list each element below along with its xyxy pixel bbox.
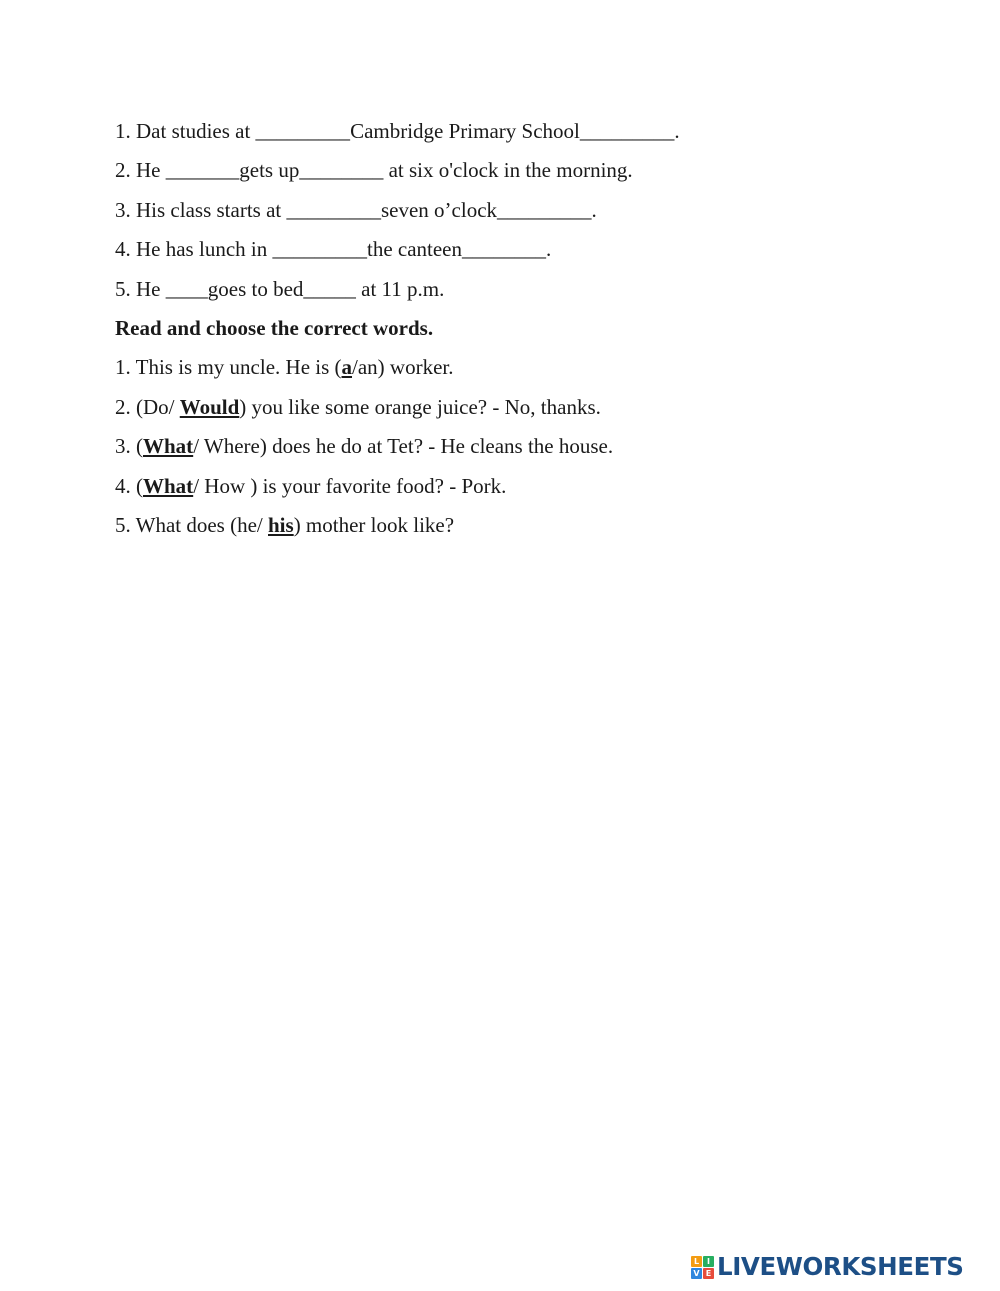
logo-mark-letter: E <box>703 1268 714 1279</box>
item-text-before: 3. ( <box>115 434 143 459</box>
item-text-after: / How ) is your favorite food? - Pork. <box>193 473 507 498</box>
chosen-answer: his <box>268 512 294 537</box>
item-text-before: 3. His class starts at _________ <box>115 197 381 222</box>
chosen-answer: a <box>341 355 353 380</box>
item-text-after: _____ at 11 p.m. <box>303 276 445 301</box>
item-text-before: 4. He has lunch in _________ <box>115 237 367 262</box>
item-text-before: 5. What does (he/ <box>115 512 268 537</box>
item-text-before: 5. He ____ <box>115 276 208 301</box>
chosen-answer: What <box>143 473 194 498</box>
item-answer: Cambridge Primary School <box>350 119 580 143</box>
logo-mark-letter: I <box>703 1256 714 1267</box>
logo-text: LIVEWORKSHEETS <box>717 1252 964 1281</box>
chosen-answer: Would <box>179 394 240 419</box>
choose-item-1 <box>115 352 875 391</box>
item-answer: gets up <box>239 158 300 183</box>
item-text-after: ) mother look like? <box>293 512 455 537</box>
item-text-before: 1. Dat studies at _________ <box>115 119 351 143</box>
item-text-after: / Where) does he do at Tet? - He cleans the house. <box>193 434 614 459</box>
item-answer: the canteen <box>366 237 463 262</box>
fill-in-item-3 <box>115 195 875 234</box>
fill-in-item-1 <box>115 116 875 155</box>
item-answer: seven o’clock <box>380 197 498 222</box>
item-text-before: 2. (Do/ <box>115 394 180 419</box>
item-text-after: ) you like some orange juice? - No, thanks. <box>239 394 601 419</box>
item-text-after: _________. <box>497 197 597 222</box>
liveworksheets-logo-icon <box>691 1256 714 1279</box>
chosen-answer: What <box>143 434 194 459</box>
item-text-after: ________ at six o'clock in the morning. <box>299 158 633 183</box>
worksheet <box>115 116 875 549</box>
item-text-after: /an) worker. <box>352 355 454 380</box>
choose-item-4 <box>115 471 875 510</box>
item-text-before: 1. This is my uncle. He is ( <box>115 355 342 380</box>
fill-in-item-2 <box>115 155 875 194</box>
item-text-after: ________. <box>462 237 552 262</box>
choose-item-3 <box>115 431 875 470</box>
choose-item-2 <box>115 392 875 431</box>
item-text-after: _________. <box>579 119 680 143</box>
choose-item-5 <box>115 510 875 549</box>
item-text-before: 4. ( <box>115 473 143 498</box>
liveworksheets-logo <box>691 1250 991 1284</box>
fill-in-item-4 <box>115 234 875 273</box>
item-answer: goes to bed <box>207 276 304 301</box>
section-heading: Read and choose the correct words. <box>115 315 434 340</box>
logo-mark-letter: V <box>691 1268 702 1279</box>
logo-mark-letter: L <box>691 1256 702 1267</box>
item-text-before: 2. He _______ <box>115 158 240 183</box>
fill-in-item-5 <box>115 274 875 313</box>
